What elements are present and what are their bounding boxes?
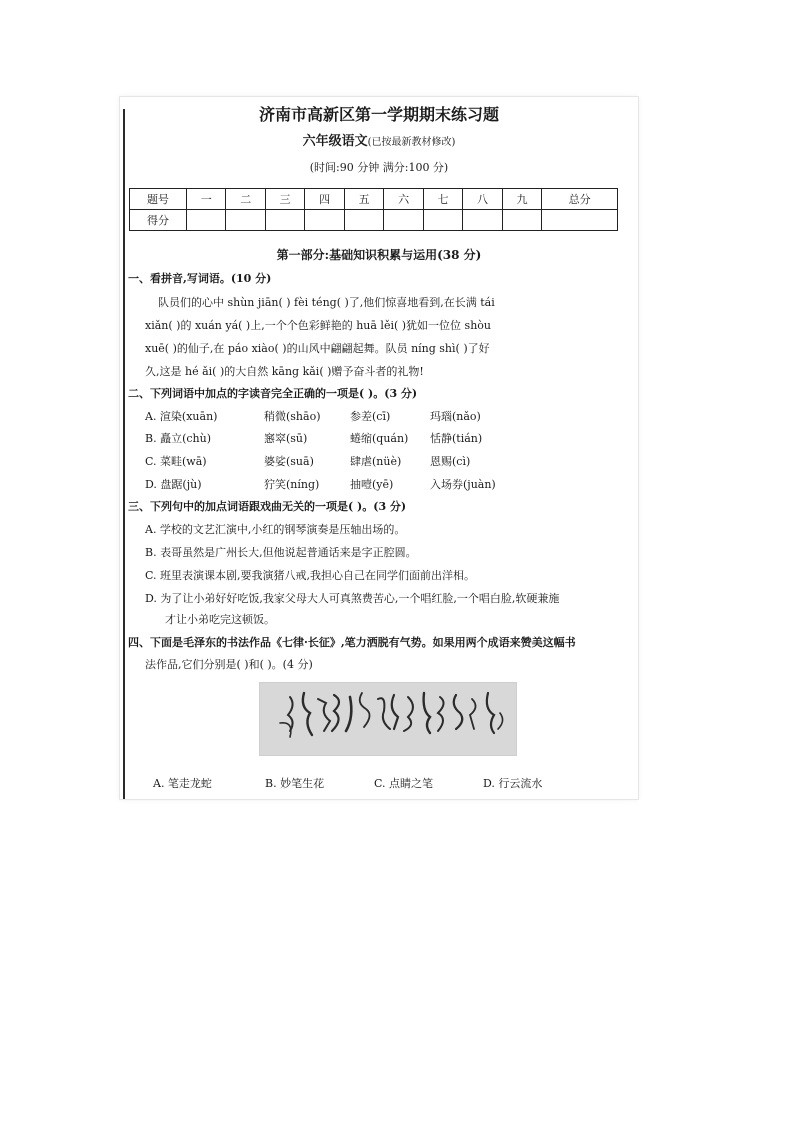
score-cell: 三	[265, 189, 304, 210]
q2-word: 婆娑(suā)	[264, 455, 314, 468]
score-blank	[463, 210, 502, 231]
score-cell: 题号	[130, 189, 187, 210]
score-blank	[384, 210, 423, 231]
q2-word: 稍微(shāo)	[264, 410, 321, 423]
q2-word: 蜷缩(quán)	[350, 432, 409, 445]
q4-heading: 四、下面是毛泽东的书法作品《七律·长征》,笔力洒脱有气势。如果用两个成语来赞美这幅书	[128, 636, 576, 649]
score-cell: 九	[502, 189, 541, 210]
q2-heading: 二、下列词语中加点的字读音完全正确的一项是( )。(3 分)	[128, 387, 418, 400]
q4-option-a[interactable]: A. 笔走龙蛇	[153, 777, 212, 790]
score-cell: 八	[463, 189, 502, 210]
q2-option-c[interactable]: C. 菜畦(wā)	[145, 455, 207, 468]
q4-option-d[interactable]: D. 行云流水	[483, 777, 543, 790]
score-cell: 五	[344, 189, 383, 210]
q4-option-b[interactable]: B. 妙笔生花	[265, 777, 325, 790]
score-blank	[305, 210, 344, 231]
score-blank	[344, 210, 383, 231]
q1-line: 久,这是 hé ǎi( )的大自然 kāng kǎi( )赠予奋斗者的礼物!	[145, 365, 424, 378]
score-cell: 六	[384, 189, 423, 210]
binding-line	[123, 109, 125, 799]
q4-option-c[interactable]: C. 点睛之笔	[374, 777, 434, 790]
part-one-title: 第一部分:基础知识积累与运用(38 分)	[276, 248, 482, 262]
score-table-score-row	[130, 210, 618, 231]
q2-word: 入场券(juàn)	[430, 478, 496, 491]
score-cell: 二	[226, 189, 265, 210]
subject-note: (已按最新教材修改)	[367, 137, 456, 148]
q3-option-b[interactable]: B. 表哥虽然是广州长大,但他说起普通话来是字正腔圆。	[145, 546, 417, 559]
score-blank	[187, 210, 226, 231]
score-blank	[542, 210, 618, 231]
q2-word: 玛瑙(nǎo)	[430, 410, 481, 423]
exam-time-info: (时间:90 分钟 满分:100 分)	[309, 161, 449, 174]
q2-option-d[interactable]: D. 盘踞(jù)	[145, 478, 202, 491]
score-cell: 总分	[542, 189, 618, 210]
score-cell: 四	[305, 189, 344, 210]
calligraphy-image	[259, 682, 517, 756]
exam-page	[120, 97, 638, 799]
q2-word: 抽噎(yē)	[350, 478, 394, 491]
q3-heading: 三、下列句中的加点词语跟戏曲无关的一项是( )。(3 分)	[128, 500, 407, 513]
q1-heading: 一、看拼音,写词语。(10 分)	[128, 272, 272, 285]
q2-option-a[interactable]: A. 渲染(xuān)	[145, 410, 218, 423]
q2-word: 恩赐(cì)	[430, 455, 471, 468]
score-cell: 七	[423, 189, 462, 210]
exam-subject	[120, 135, 638, 150]
score-cell: 一	[187, 189, 226, 210]
q2-word: 窸窣(sū)	[264, 432, 308, 445]
score-cell: 得分	[130, 210, 187, 231]
q3-option-d-cont: 才让小弟吃完这顿饭。	[165, 613, 275, 626]
q2-word: 肆虐(nüè)	[350, 455, 402, 468]
q3-option-c[interactable]: C. 班里表演课本剧,要我演猪八戒,我担心自己在同学们面前出洋相。	[145, 569, 476, 582]
score-blank	[226, 210, 265, 231]
q3-option-d[interactable]: D. 为了让小弟好好吃饭,我家父母大人可真煞费苦心,一个唱红脸,一个唱白脸,软硬兼施	[145, 592, 560, 605]
calligraphy-strokes	[260, 683, 516, 755]
q1-line: 队员们的心中 shùn jiān( ) fèi téng( )了,他们惊喜地看到,在长满 tái	[158, 296, 495, 309]
q3-option-a[interactable]: A. 学校的文艺汇演中,小红的钢琴演奏是压轴出场的。	[145, 523, 406, 536]
subject-label: 六年级语文	[302, 134, 368, 149]
score-blank	[502, 210, 541, 231]
q4-heading-cont: 法作品,它们分别是( )和( )。(4 分)	[145, 658, 313, 671]
q2-option-b[interactable]: B. 矗立(chù)	[145, 432, 211, 445]
score-table-header-row	[130, 189, 618, 210]
q1-line: xuē( )的仙子,在 páo xiào( )的山风中翩翩起舞。队员 níng shì( )了好	[145, 342, 490, 355]
exam-title: 济南市高新区第一学期期末练习题	[258, 105, 499, 124]
score-blank	[265, 210, 304, 231]
q2-word: 恬静(tián)	[430, 432, 483, 445]
score-blank	[423, 210, 462, 231]
score-table	[129, 188, 618, 231]
q2-word: 狞笑(níng)	[264, 478, 320, 491]
q1-line: xiǎn( )的 xuán yá( )上,一个个色彩鲜艳的 huā lěi( )犹如一位位 shòu	[145, 319, 491, 332]
q2-word: 参差(cī)	[350, 410, 391, 423]
